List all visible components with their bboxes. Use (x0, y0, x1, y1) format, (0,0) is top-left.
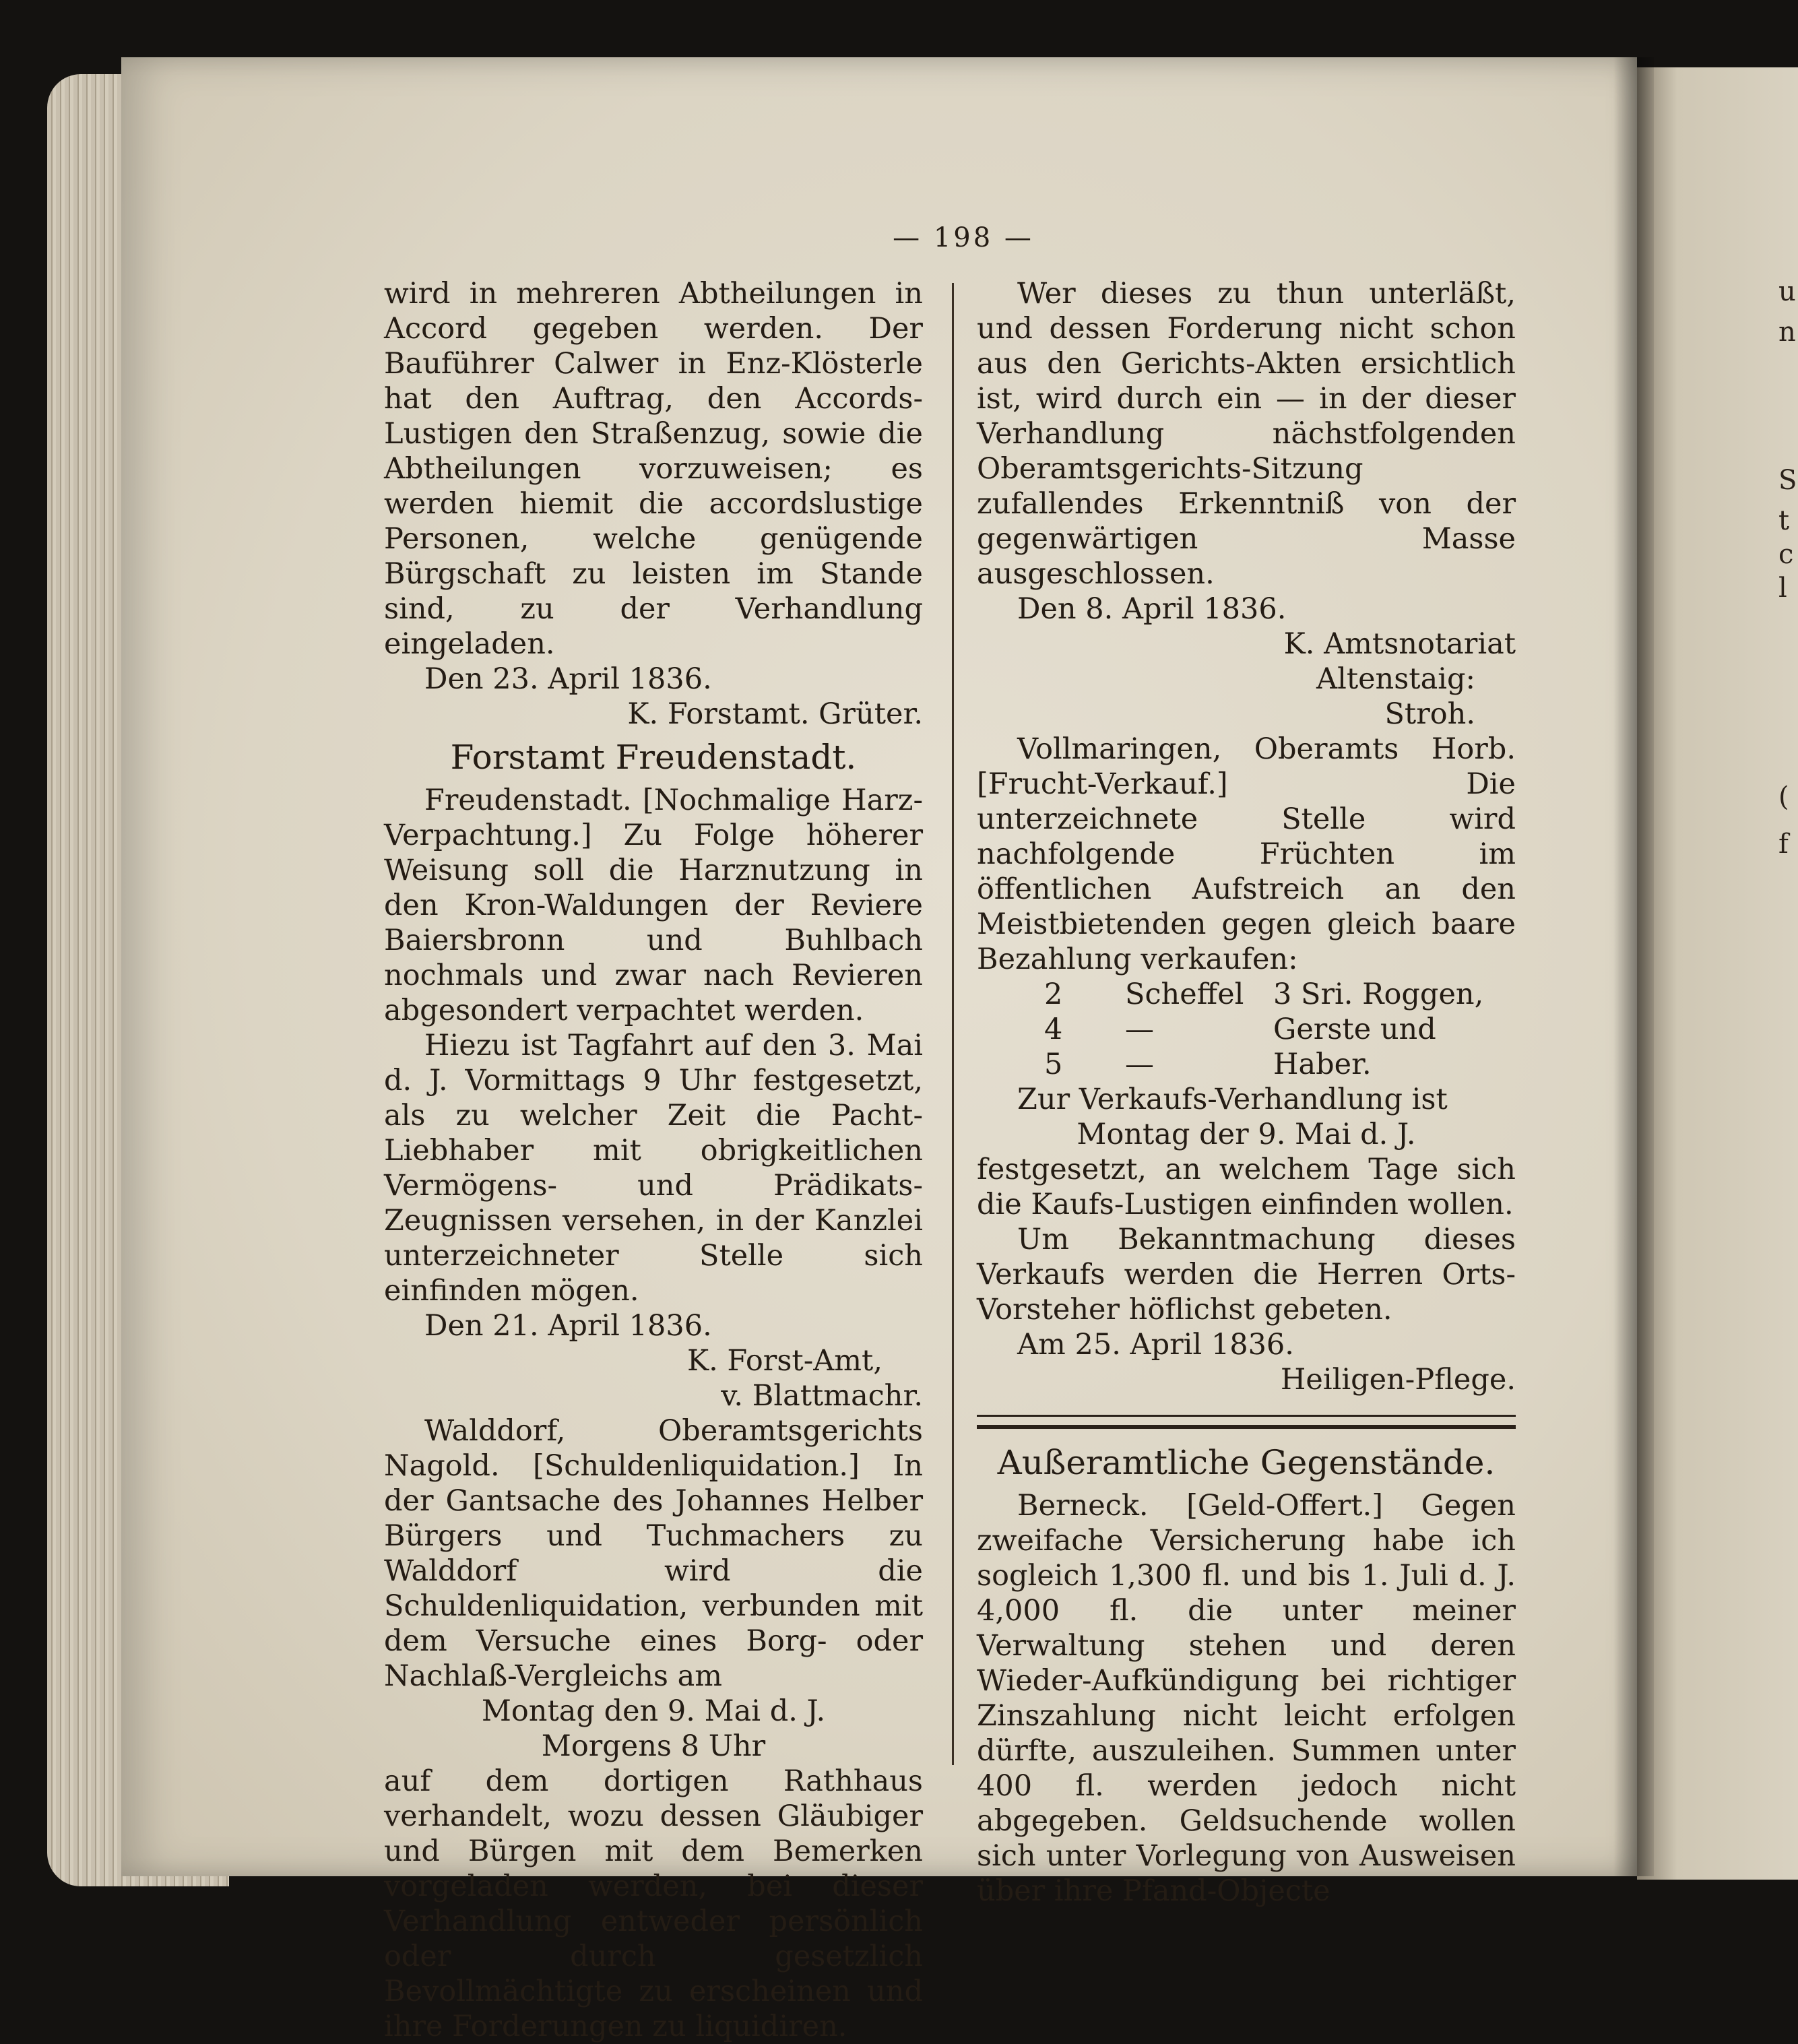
section-heading: Außeramtliche Gegenstände. (997, 1443, 1496, 1482)
grain-item: 3 Sri. Roggen, (1273, 978, 1484, 1011)
grain-list (977, 977, 1516, 1082)
next-page-fragment: t (1778, 505, 1790, 536)
next-page-fragment: c (1778, 539, 1794, 570)
paragraph: K. Forstamt. Grüter. (627, 697, 923, 731)
grain-unit: — (1125, 1013, 1154, 1046)
gutter-shadow (1613, 57, 1654, 1876)
paragraph: Den 8. April 1836. (1017, 592, 1287, 626)
paragraph: Wer dieses zu thun unterläßt, und dessen Forderung nicht schon aus den Gerichts-Akten ersichtlich ist, wird durch ein — in der dieser Verhandlung nächstfolgenden Oberamtsgerichts-Sitzung zufallendes Erkenntniß von der gegenwärtigen Masse ausgeschlossen. (977, 277, 1516, 591)
paragraph: Zur Verkaufs-Verhandlung ist (1017, 1083, 1448, 1116)
paragraph: Um Bekanntmachung dieses Verkaufs werden die Herren Orts-Vorsteher höflichst gebeten. (977, 1223, 1516, 1327)
paragraph: K. Amtsnotariat (1283, 627, 1516, 661)
next-page-fragment: S (1778, 465, 1797, 496)
paragraph: K. Forst-Amt, (686, 1344, 882, 1378)
right-column-bottom (977, 1082, 1516, 1909)
paragraph: v. Blattmachr. (721, 1379, 923, 1413)
next-page-fragment: f (1778, 829, 1789, 860)
grain-list-row (977, 1047, 1516, 1082)
paragraph: festgesetzt, an welchem Tage sich die Kaufs-Lustigen einfinden wollen. (977, 1153, 1516, 1221)
paragraph: Vollmaringen, Oberamts Horb. [Frucht-Verkauf.] Die unterzeichnete Stelle wird nachfolgende Früchten im öffentlichen Aufstreich an den Meistbietenden gegen gleich baare Bezahlung verkaufen: (977, 732, 1516, 976)
section-heading: Forstamt Freudenstadt. (450, 738, 857, 777)
right-column (977, 276, 1516, 1909)
paragraph: auf dem dortigen Rathhaus verhandelt, wozu dessen Gläubiger und Bürgen mit dem Bemerken vorgeladen werden, bei dieser Verhandlung entweder persönlich oder durch gesetzlich Bevollmächtigte zu erscheinen und ihre Forderungen zu liquidiren. (384, 1764, 923, 2043)
next-page-fragment: ( (1778, 781, 1789, 812)
paragraph: Den 23. April 1836. (424, 662, 712, 696)
paragraph: Walddorf, Oberamtsgerichts Nagold. [Schuldenliquidation.] In der Gantsache des Johannes Helber Bürgers und Tuchmachers zu Walddorf wird die Schuldenliquidation, verbunden mit dem Versuche eines Borg- oder Nachlaß-Vergleichs am (384, 1414, 923, 1693)
grain-list-row (977, 1012, 1516, 1047)
paragraph: Berneck. [Geld-Offert.] Gegen zweifache Versicherung habe ich sogleich 1,300 fl. und bis 1. Juli d. J. 4,000 fl. die unter meiner Verwaltung stehen und deren Wieder-Aufkündigung bei richtiger Zinszahlung nicht leicht erfolgen dürfte, auszuleihen. Summen unter 400 fl. werden jedoch nicht abgegeben. Geldsuchende wollen sich unter Vorlegung von Ausweisen über ihre Pfand-Objecte (977, 1489, 1516, 1908)
right-column-top (977, 276, 1516, 977)
paragraph: wird in mehreren Abtheilungen in Accord gegeben werden. Der Bauführer Calwer in Enz-Klösterle hat den Auftrag, den Accords-Lustigen den Straßenzug, sowie die Abtheilungen vorzuweisen; es werden hiemit die accordslustige Personen, welche genügende Bürgschaft zu leisten im Stande sind, zu der Verhandlung eingeladen. (384, 277, 923, 661)
paragraph: Freudenstadt. [Nochmalige Harz-Verpachtung.] Zu Folge höherer Weisung soll die Harznutzung in den Kron-Waldungen der Reviere Baiersbronn und Buhlbach nochmals und zwar nach Revieren abgesondert verpachtet werden. (384, 784, 923, 1027)
paragraph: Am 25. April 1836. (1017, 1328, 1294, 1362)
grain-item: Haber. (1273, 1048, 1372, 1081)
paragraph: Altenstaig: (1316, 662, 1475, 696)
next-page-fragment: n (1778, 317, 1796, 348)
left-column (384, 276, 923, 2044)
next-page-fragment: l (1778, 573, 1787, 604)
paragraph: Montag der 9. Mai d. J. (1077, 1118, 1416, 1151)
paragraph: Heiligen-Pflege. (1280, 1363, 1516, 1397)
column-rule (952, 283, 954, 1765)
grain-unit: Scheffel (1125, 978, 1244, 1011)
grain-qty: 4 (1044, 1013, 1063, 1046)
next-page (1637, 67, 1798, 1880)
paragraph: Morgens 8 Uhr (541, 1729, 766, 1763)
page-number: — 198 — (893, 222, 1034, 253)
grain-item: Gerste und (1273, 1013, 1436, 1046)
grain-qty: 5 (1044, 1048, 1063, 1081)
grain-list-row (977, 977, 1516, 1012)
grain-qty: 2 (1044, 978, 1063, 1011)
grain-unit: — (1125, 1048, 1154, 1081)
next-page-fragment: u (1778, 276, 1796, 307)
paragraph: Den 21. April 1836. (424, 1309, 712, 1343)
paragraph: Stroh. (1384, 697, 1475, 731)
double-rule (977, 1415, 1516, 1429)
paragraph: Hiezu ist Tagfahrt auf den 3. Mai d. J. Vormittags 9 Uhr festgesetzt, als zu welcher Zeit die Pacht-Liebhaber mit obrigkeitlichen Vermögens- und Prädikats-Zeugnissen versehen, in der Kanzlei unterzeichneter Stelle sich einfinden mögen. (384, 1029, 923, 1308)
paragraph: Montag den 9. Mai d. J. (481, 1694, 826, 1728)
